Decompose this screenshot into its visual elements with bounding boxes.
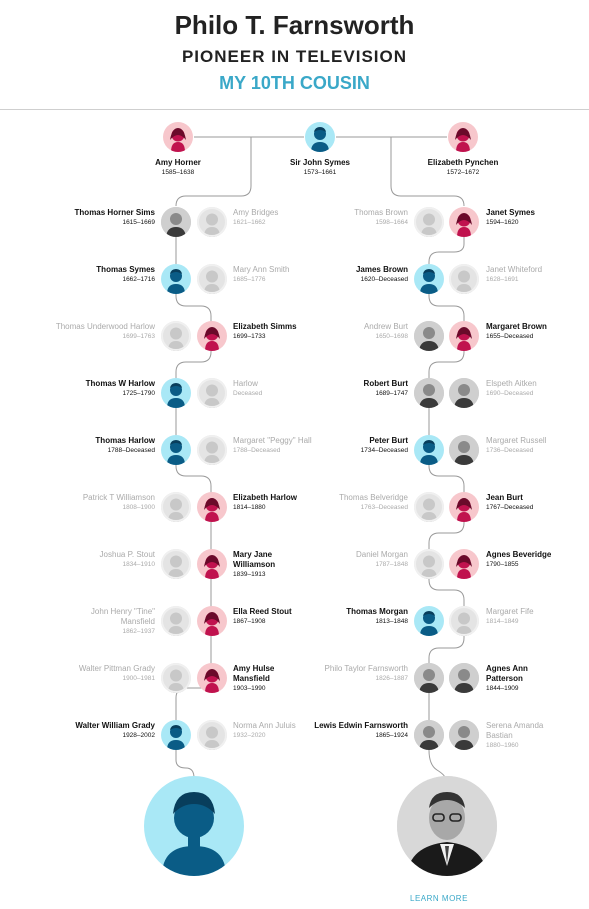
avatar-left-direct-2[interactable] (197, 321, 227, 351)
person-name: Agnes Ann Patterson (486, 664, 528, 683)
person-dates: 1865–1924 (375, 732, 408, 739)
spouse-name: Elspeth Aitken (486, 379, 537, 388)
spouse-name: Margaret "Peggy" Hall (233, 436, 312, 445)
avatar-right-spouse-5[interactable] (414, 492, 444, 522)
person-label (308, 379, 408, 399)
person-name: Elizabeth Pynchen (427, 158, 499, 167)
person-label (486, 208, 556, 228)
spouse-dates: 1826–1887 (375, 675, 408, 682)
avatar-left-spouse-8[interactable] (161, 663, 191, 693)
person-dates: 1767–Deceased (486, 504, 534, 511)
spouse-name: Joshua P. Stout (99, 550, 155, 559)
spouse-dates: 1685–1776 (233, 276, 266, 283)
avatar-right-direct-5[interactable] (449, 492, 479, 522)
avatar-right-direct-3[interactable] (414, 378, 444, 408)
person-dates: 1814–1880 (233, 504, 266, 511)
relation-heading: MY 10TH COUSIN (219, 73, 370, 93)
person-dates: 1788–Deceased (107, 447, 155, 454)
spouse-dates: 1650–1698 (375, 333, 408, 340)
avatar-right-direct-2[interactable] (449, 321, 479, 351)
spouse-dates: 1880–1960 (486, 742, 519, 749)
spouse-label (55, 322, 155, 342)
spouse-label (233, 721, 313, 741)
page-subtitle: PIONEER IN TELEVISION (181, 47, 408, 66)
person-name: Margaret Brown (486, 322, 547, 331)
spouse-name: Andrew Burt (363, 322, 408, 331)
person-label (413, 158, 513, 178)
avatar-left-direct-1[interactable] (161, 264, 191, 294)
spouse-dates: 1814–1849 (486, 618, 519, 625)
spouse-dates: 1628–1691 (486, 276, 519, 283)
person-name: James Brown (355, 265, 408, 274)
spouse-name: Thomas Underwood Harlow (55, 322, 155, 331)
avatar-right-spouse-3[interactable] (449, 378, 479, 408)
person-label (233, 664, 313, 694)
person-name: Amy Horner (155, 158, 201, 167)
spouse-name: Thomas Brown (354, 208, 408, 217)
spouse-label (55, 550, 155, 570)
spouse-label (308, 664, 408, 684)
spouse-name: Serena Amanda Bastian (486, 721, 544, 740)
avatar-elizabeth-pynchen[interactable] (448, 122, 478, 152)
avatar-walter-william-grady-large[interactable] (144, 776, 244, 876)
person-name: Jean Burt (486, 493, 523, 502)
spouse-name: Amy Bridges (233, 208, 279, 217)
person-label (55, 208, 155, 228)
avatar-right-direct-8[interactable] (449, 663, 479, 693)
spouse-label (308, 208, 408, 228)
person-label (308, 436, 408, 456)
avatar-left-spouse-9[interactable] (197, 720, 227, 750)
spouse-name: Daniel Morgan (355, 550, 408, 559)
person-name: Amy Hulse Mansfield (233, 664, 275, 683)
spouse-label (233, 436, 313, 456)
avatar-right-spouse-1[interactable] (449, 264, 479, 294)
person-dates: 1573–1661 (303, 169, 337, 176)
avatar-amy-horner[interactable] (163, 122, 193, 152)
avatar-left-direct-3[interactable] (161, 378, 191, 408)
spouse-dates: 1736–Deceased (486, 447, 534, 454)
avatar-right-direct-7[interactable] (414, 606, 444, 636)
avatar-left-direct-7[interactable] (197, 606, 227, 636)
avatar-right-spouse-0[interactable] (414, 207, 444, 237)
person-label (308, 721, 408, 741)
person-name: Agnes Beveridge (486, 550, 552, 559)
person-name: Elizabeth Harlow (233, 493, 298, 502)
spouse-name: Thomas Belveridge (339, 493, 408, 502)
spouse-name: Norma Ann Juluis (233, 721, 296, 730)
person-dates: 1585–1638 (161, 169, 195, 176)
avatar-left-spouse-3[interactable] (197, 378, 227, 408)
avatar-left-spouse-6[interactable] (161, 549, 191, 579)
spouse-dates: 1862–1937 (122, 628, 155, 635)
person-name: Robert Burt (363, 379, 408, 388)
person-dates: 1699–1733 (233, 333, 266, 340)
avatar-left-spouse-2[interactable] (161, 321, 191, 351)
avatar-left-spouse-4[interactable] (197, 435, 227, 465)
avatar-right-spouse-9[interactable] (449, 720, 479, 750)
photo-philo-t-farnsworth[interactable] (397, 776, 497, 876)
avatar-left-direct-9[interactable] (161, 720, 191, 750)
person-dates: 1790–1855 (486, 561, 519, 568)
avatar-left-spouse-1[interactable] (197, 264, 227, 294)
avatar-left-direct-5[interactable] (197, 492, 227, 522)
person-name: Ella Reed Stout (233, 607, 292, 616)
spouse-label (308, 550, 408, 570)
spouse-label (486, 379, 556, 399)
avatar-sir-john-symes[interactable] (305, 122, 335, 152)
person-dates: 1734–Deceased (360, 447, 408, 454)
spouse-dates: 1690–Deceased (486, 390, 534, 397)
person-label (233, 607, 313, 627)
spouse-label (233, 265, 313, 285)
person-label (55, 436, 155, 456)
person-label (270, 158, 370, 178)
person-label (128, 158, 228, 178)
avatar-right-direct-6[interactable] (449, 549, 479, 579)
spouse-name: Margaret Fife (486, 607, 534, 616)
spouse-dates: 1808–1900 (122, 504, 155, 511)
person-dates: 1839–1913 (233, 571, 266, 578)
spouse-dates: 1598–1664 (375, 219, 408, 226)
avatar-right-direct-4[interactable] (414, 435, 444, 465)
person-label (308, 265, 408, 285)
person-name: Elizabeth Simms (233, 322, 297, 331)
person-dates: 1903–1990 (233, 685, 266, 692)
page-title: Philo T. Farnsworth (174, 10, 415, 40)
spouse-dates: 1699–1763 (122, 333, 155, 340)
avatar-right-spouse-8[interactable] (414, 663, 444, 693)
person-name: Thomas W Harlow (85, 379, 155, 388)
person-dates: 1844–1909 (486, 685, 519, 692)
person-name: Thomas Morgan (346, 607, 408, 616)
person-label (486, 493, 556, 513)
spouse-dates: 1787–1848 (375, 561, 408, 568)
person-label (55, 721, 155, 741)
spouse-name: Walter Pittman Grady (78, 664, 155, 673)
person-name: Thomas Harlow (95, 436, 155, 445)
person-label (233, 493, 313, 513)
person-dates: 1615–1669 (122, 219, 155, 226)
learn-more-link[interactable]: LEARN MORE (410, 894, 468, 903)
avatar-right-spouse-6[interactable] (414, 549, 444, 579)
spouse-name: Patrick T Williamson (82, 493, 155, 502)
spouse-label (308, 493, 408, 513)
spouse-name: Janet Whiteford (486, 265, 543, 274)
spouse-dates: 1932–2020 (233, 732, 266, 739)
spouse-name: Harlow (233, 379, 258, 388)
spouse-name: Mary Ann Smith (233, 265, 290, 274)
spouse-label (486, 436, 556, 456)
person-label (486, 322, 556, 342)
spouse-label (486, 607, 556, 627)
person-name: Lewis Edwin Farnsworth (314, 721, 408, 730)
avatar-right-direct-1[interactable] (414, 264, 444, 294)
spouse-label (486, 265, 556, 285)
person-name: Thomas Symes (96, 265, 155, 274)
spouse-label (233, 208, 313, 228)
avatar-left-direct-0[interactable] (161, 207, 191, 237)
spouse-name: Philo Taylor Farnsworth (324, 664, 408, 673)
spouse-label (233, 379, 313, 399)
spouse-dates: 1763–Deceased (360, 504, 408, 511)
spouse-dates: 1900–1981 (122, 675, 155, 682)
person-dates: 1662–1716 (122, 276, 155, 283)
avatar-left-spouse-7[interactable] (161, 606, 191, 636)
person-dates: 1689–1747 (375, 390, 408, 397)
spouse-dates: 1621–1662 (233, 219, 266, 226)
avatar-right-spouse-4[interactable] (449, 435, 479, 465)
person-label (308, 607, 408, 627)
spouse-dates: 1834–1910 (122, 561, 155, 568)
person-label (55, 379, 155, 399)
spouse-label (308, 322, 408, 342)
avatar-right-spouse-2[interactable] (414, 321, 444, 351)
person-label (55, 265, 155, 285)
person-label (486, 550, 556, 570)
person-name: Thomas Horner Sims (74, 208, 155, 217)
avatar-right-spouse-7[interactable] (449, 606, 479, 636)
avatar-right-direct-9[interactable] (414, 720, 444, 750)
person-label (486, 664, 556, 694)
spouse-label (486, 721, 556, 751)
spouse-name: John Henry "Tine" Mansfield (90, 607, 155, 626)
avatar-right-direct-0[interactable] (449, 207, 479, 237)
avatar-left-direct-6[interactable] (197, 549, 227, 579)
person-dates: 1572–1672 (446, 169, 480, 176)
person-dates: 1867–1908 (233, 618, 266, 625)
spouse-label (55, 664, 155, 684)
spouse-name: Margaret Russell (486, 436, 547, 445)
person-dates: 1725–1790 (122, 390, 155, 397)
avatar-left-direct-4[interactable] (161, 435, 191, 465)
avatar-left-spouse-0[interactable] (197, 207, 227, 237)
person-name: Mary Jane Williamson (233, 550, 276, 569)
person-name: Sir John Symes (289, 158, 351, 167)
spouse-label (55, 607, 155, 637)
spouse-dates: Deceased (233, 390, 263, 397)
person-dates: 1813–1848 (375, 618, 408, 625)
spouse-label (55, 493, 155, 513)
spouse-dates: 1788–Deceased (233, 447, 281, 454)
person-dates: 1655–Deceased (486, 333, 534, 340)
person-dates: 1594–1620 (486, 219, 519, 226)
person-label (233, 322, 313, 342)
avatar-left-direct-8[interactable] (197, 663, 227, 693)
person-name: Peter Burt (369, 436, 408, 445)
person-name: Janet Symes (486, 208, 535, 217)
person-dates: 1928–2002 (122, 732, 155, 739)
avatar-left-spouse-5[interactable] (161, 492, 191, 522)
person-label (233, 550, 313, 580)
person-dates: 1620–Deceased (360, 276, 408, 283)
person-name: Walter William Grady (75, 721, 155, 730)
